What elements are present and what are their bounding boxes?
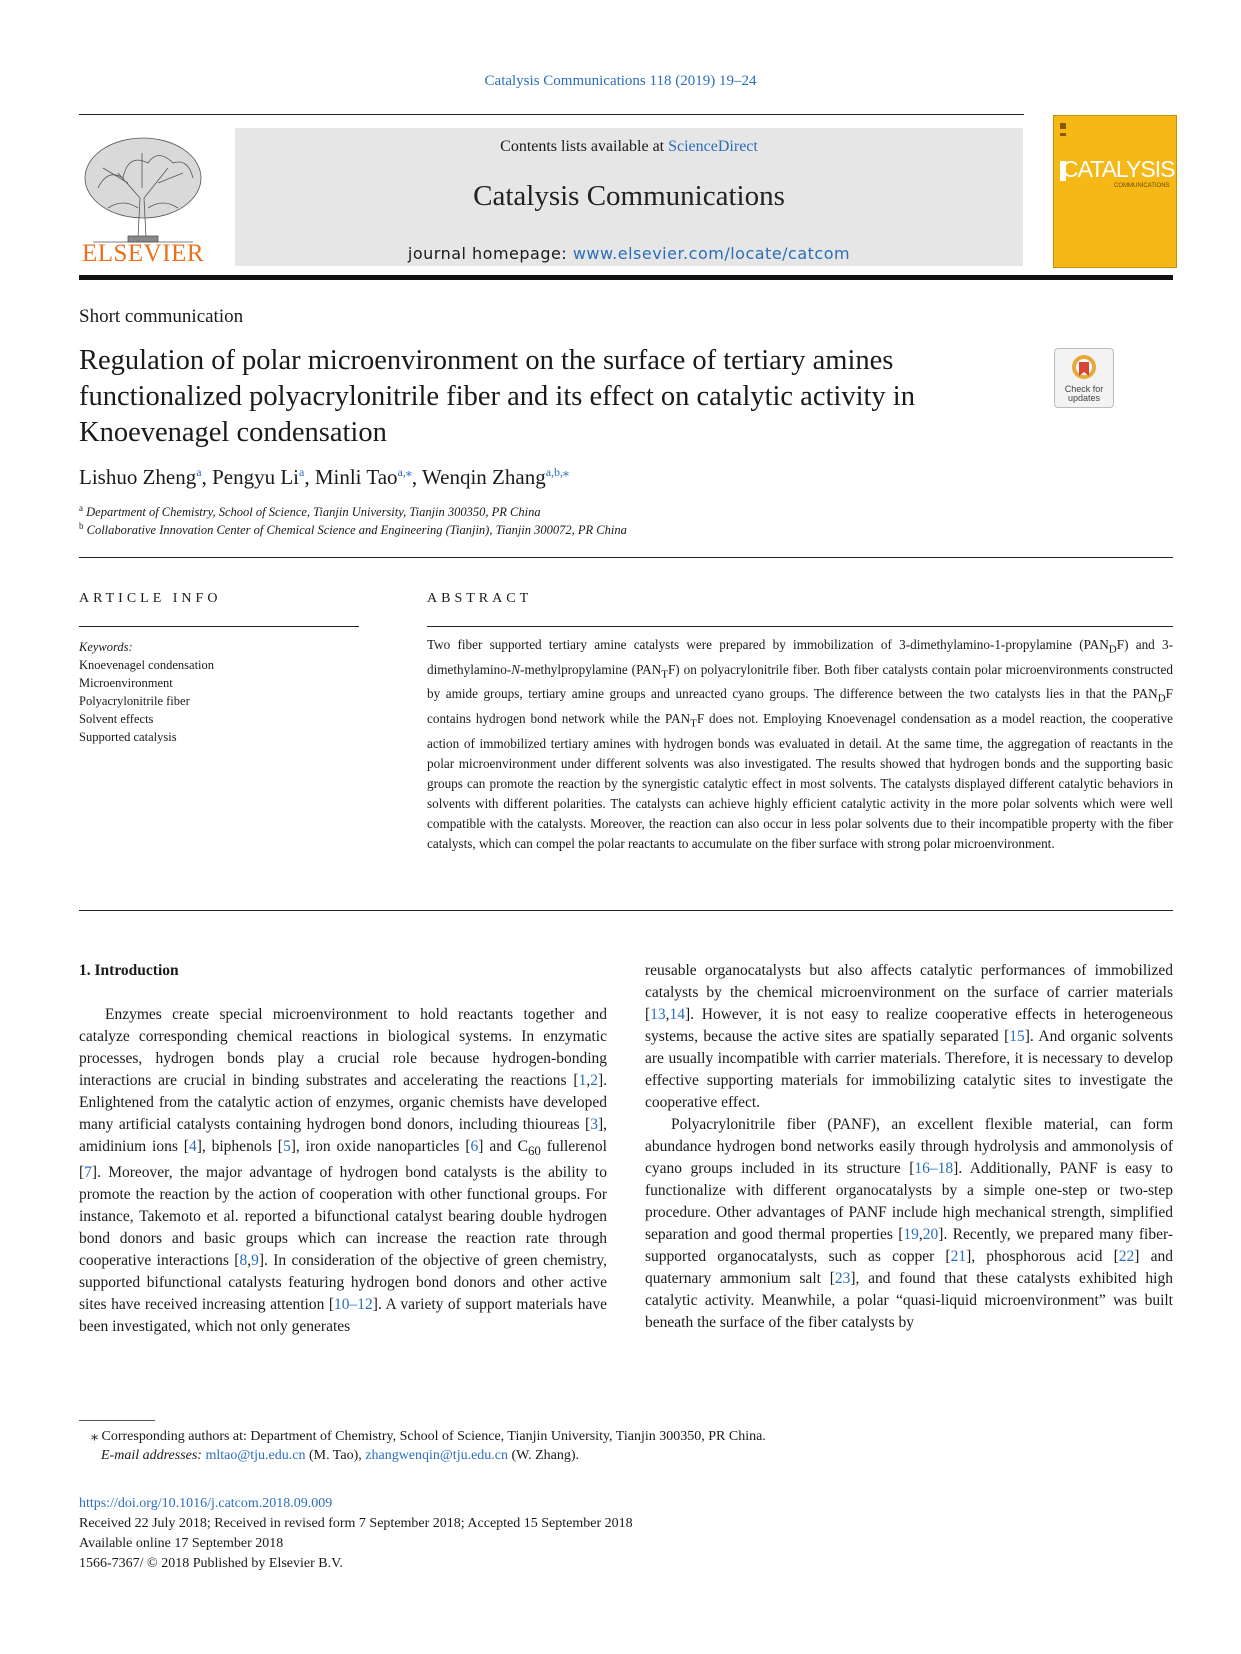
ref-link[interactable]: 19	[903, 1226, 919, 1243]
ref-link[interactable]: 2	[590, 1072, 598, 1089]
homepage-prefix: journal homepage:	[407, 244, 573, 263]
check-for-updates-button[interactable]	[1054, 348, 1114, 408]
ref-link[interactable]: 10–12	[334, 1296, 373, 1314]
ref-link[interactable]: 3	[590, 1116, 598, 1133]
ref-link[interactable]: 20	[922, 1226, 939, 1243]
publisher-wordmark: ELSEVIER	[81, 240, 205, 267]
journal-citation[interactable]: Catalysis Communications 118 (2019) 19–24	[484, 73, 757, 89]
ref-link[interactable]: 13	[650, 1006, 666, 1023]
author-name[interactable]: Pengyu Li	[212, 465, 299, 489]
check-updates-label	[1055, 385, 1113, 403]
cover-subtitle: COMMUNICATIONS	[1114, 183, 1170, 189]
ref-link[interactable]: 9	[251, 1252, 259, 1270]
ref-link[interactable]: 8	[239, 1252, 248, 1270]
email-owner: (M. Tao),	[305, 1448, 366, 1463]
article-title: Regulation of polar microenvironment on the surface of tertiary amines functionalized polyacrylonitrile fiber and its effect on catalytic activity in Knoevenagel condensation	[79, 345, 915, 448]
ref-link[interactable]: 7	[84, 1164, 92, 1182]
sciencedirect-link[interactable]: ScienceDirect	[668, 138, 758, 155]
contents-line	[235, 138, 1023, 156]
doi-link[interactable]: https://doi.org/10.1016/j.catcom.2018.09.009	[79, 1496, 333, 1511]
article-info-rule	[79, 626, 359, 627]
keyword-item: Knoevenagel condensation	[79, 658, 215, 672]
article-info-heading: ARTICLE INFO	[79, 591, 222, 606]
keyword-item: Supported catalysis	[79, 730, 177, 744]
author-name[interactable]: Lishuo Zheng	[79, 465, 197, 489]
available-online: Available online 17 September 2018	[79, 1536, 284, 1551]
email-link[interactable]: mltao@tju.edu.cn	[205, 1448, 306, 1463]
ref-link[interactable]: 1	[578, 1072, 587, 1089]
keyword-item: Solvent effects	[79, 712, 154, 726]
affiliation-text: Department of Chemistry, School of Science, Tianjin University, Tianjin 300350, PR China	[86, 505, 541, 520]
homepage-link[interactable]: www.elsevier.com/locate/catcom	[572, 244, 851, 263]
keywords-block	[79, 638, 214, 746]
contents-prefix: Contents lists available at	[500, 138, 669, 155]
journal-name[interactable]: Catalysis Communications	[473, 180, 785, 212]
affiliation-b	[79, 521, 627, 538]
keywords-label: Keywords:	[79, 640, 133, 654]
email-owner: (W. Zhang).	[508, 1448, 580, 1463]
intro-paragraph-2: Polyacrylonitrile fiber (PANF), an excellent flexible material, can form abundance hydrogen bond networks easily through hydrolysis and ammonolysis of cyano groups included in its structure [16–18]. Additionally, PANF is easy to functionalize with different organocatalysts by a simple one-step or two-step procedure. Other advantages of PANF include high mechanical strength, simplified separation and good thermal properties [19,20]. Recently, we prepared many fiber-supported organocatalysts, such as copper [21], phosphorous acid [22] and quaternary ammonium salt [23], and found that these catalysts exhibited high catalytic activity. Meanwhile, a polar “quasi-liquid microenvironment” was built beneath the surface of the fiber catalysts by	[645, 1116, 1174, 1331]
abstract-text: Two fiber supported tertiary amine catalysts were prepared by immobilization of 3-dimethylamino-1-propylamine $(PAN_DF)$ and 3-dimethylamino-N-methylpropylamine $(PAN_TF)$ on polyacrylonitrile fiber. Both fiber catalysts contain polar microenvironments constructed by amide groups, tertiary amine groups and unreacted cyano groups. The difference between the two catalysts lies in that the $PAN_DF$ contains hydrogen bond network while the $PAN_TF$ does not. Employing Knoevenagel condensation as a model reaction, the cooperative action of immobilized tertiary amines with hydrogen bonds was evaluated in detail. At the same time, the aggregation of reactants in the polar microenvironment under different solvents was also investigated. The results showed that hydrogen bonds and the supporting basic groups can promote the reaction by the synergistic catalytic effect in most solvents. The catalysts displayed different catalytic behaviors in solvents with different polarities. The catalysts can achieve highly efficient catalytic activity in the more polar solvents which were well compatible with the catalysts. Moreover, the reaction can also occur in less polar solvents due to their incompatible property with the fiber catalysts, which can compel the polar reactants to accumulate on the fiber surface with strong polar microenvironment.	[427, 637, 1173, 851]
article-type: Short communication	[79, 306, 244, 327]
intro-paragraph-1-continued: reusable organocatalysts but also affects catalytic performances of immobilized catalysts by the chemical microenvironment on the surface of carrier materials [13,14]. However, it is not easy to realize cooperative effects in heterogeneous systems, because the active sites are spatially separated [15]. And organic solvents are usually incompatible with carrier materials. Therefore, it is necessary to develop effective supporting materials for immobilizing catalytic sites to investigate the cooperative effect.	[645, 962, 1173, 1111]
ref-link[interactable]: 14	[669, 1006, 686, 1023]
ref-link[interactable]: 23	[834, 1270, 851, 1287]
keyword-item: Polyacrylonitrile fiber	[79, 694, 190, 708]
article-meta	[79, 1494, 633, 1574]
ref-link[interactable]: 16–18	[914, 1160, 954, 1177]
cover-side-strip	[1058, 121, 1068, 261]
author-affil-mark[interactable]: a	[298, 465, 305, 479]
journal-cover-thumbnail[interactable]	[1053, 115, 1177, 268]
section-heading-introduction: 1. Introduction	[79, 962, 179, 979]
ref-link[interactable]: 15	[1009, 1028, 1025, 1045]
corresponding-mark: ⁎	[91, 1429, 98, 1444]
ref-link[interactable]: 22	[1118, 1248, 1135, 1265]
header-top-rule	[79, 114, 1024, 115]
author-affil-mark[interactable]: a	[196, 465, 202, 479]
email-label: E-mail addresses:	[101, 1448, 206, 1463]
footnote-rule	[79, 1420, 155, 1421]
affiliation-a	[79, 503, 541, 520]
author-affil-mark[interactable]: a,⁎	[397, 465, 412, 479]
ref-link[interactable]: 21	[950, 1248, 967, 1265]
keyword-item: Microenvironment	[79, 676, 173, 690]
ref-link[interactable]: 4	[188, 1138, 197, 1155]
article-history: Received 22 July 2018; Received in revised form 7 September 2018; Accepted 15 September 2018	[79, 1516, 633, 1531]
email-note	[101, 1446, 579, 1465]
body-right-column	[645, 960, 1173, 1334]
cover-title: CATALYSIS	[1062, 156, 1175, 182]
abstract-bottom-rule	[79, 910, 1173, 911]
abstract-rule	[427, 626, 1173, 627]
intro-paragraph-1: Enzymes create special microenvironment to hold reactants together and catalyze corresponding chemical reactions in biological systems. In enzymatic processes, hydrogen bonds play a crucial role because hydrogen-bonding interactions are crucial in binding substrates and accelerating the reactions [1,2]. Enlightened from the catalytic action of enzymes, organic chemists have developed many artificial catalysts containing hydrogen bond donors, including thioureas [3], amidinium ions [4], biphenols [5], iron oxide nanoparticles [6] and $C_{60}$ fullerenol [7]. Moreover, the major advantage of hydrogen bond catalysts is the ability to promote the reaction by the action of cooperation with other functional groups. For instance, Takemoto et al. reported a bifunctional catalyst bearing double hydrogen bond donors and basic groups which can increase the reaction rate through cooperative interactions [8,9]. In consideration of the objective of green chemistry, supported bifunctional catalysts featuring hydrogen bond donors and other active sites have received increasing attention [10–12]. A variety of support materials have been investigated, which not only generates	[79, 1006, 607, 1336]
corresponding-text: Corresponding authors at: Department of Chemistry, School of Science, Tianjin University, Tianjin 300350, PR China.	[98, 1429, 766, 1444]
affiliation-text: Collaborative Innovation Center of Chemical Science and Engineering (Tianjin), Tianjin 300072, PR China	[86, 523, 627, 538]
journal-header-box	[235, 128, 1023, 266]
corresponding-author-note	[91, 1427, 766, 1446]
header-bottom-rule	[79, 275, 1173, 280]
email-link[interactable]: zhangwenqin@tju.edu.cn	[365, 1448, 509, 1463]
body-left-column	[79, 960, 607, 1338]
ref-link[interactable]: 6	[470, 1138, 479, 1155]
author-affil-mark[interactable]: a,b,⁎	[545, 465, 570, 479]
check-updates-line1: Check for	[1064, 384, 1104, 394]
affiliation-rule	[79, 557, 1173, 558]
check-updates-line2: updates	[1067, 393, 1101, 403]
abstract-heading: ABSTRACT	[427, 591, 533, 606]
check-updates-icon	[1071, 354, 1097, 382]
copyright-line: 1566-7367/ © 2018 Published by Elsevier B.V.	[79, 1556, 343, 1571]
affiliation-mark: a	[79, 503, 83, 513]
ref-link[interactable]: 5	[282, 1138, 291, 1155]
author-name[interactable]: Minli Tao	[314, 465, 398, 489]
author-list: Lishuo Zheng$^a$, Pengyu Li$^a$, Minli Tao$^{a,⁎}$, Wenqin Zhang$^{a,b,⁎}$	[79, 465, 570, 489]
author-name[interactable]: Wenqin Zhang	[422, 465, 546, 489]
homepage-line	[235, 244, 1023, 263]
affiliation-mark: b	[79, 521, 84, 531]
